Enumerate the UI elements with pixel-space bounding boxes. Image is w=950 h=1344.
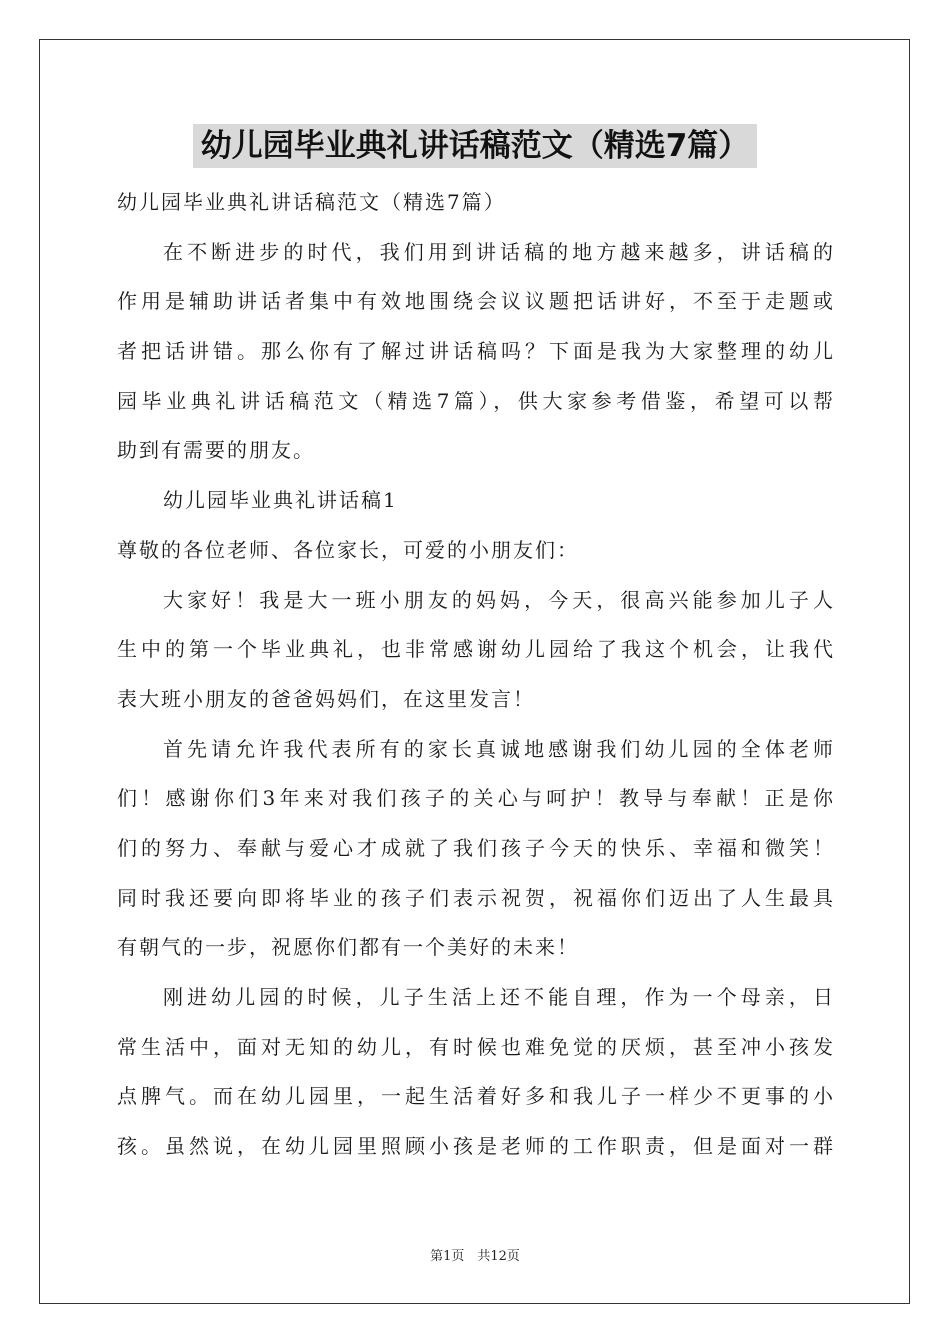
page-footer: [0, 1245, 950, 1264]
text-line: 大家好！我是大一班小朋友的妈妈，今天，很高兴能参加儿子人: [163, 587, 833, 612]
text-line: 者把话讲错。那么你有了解过讲话稿吗？下面是我为大家整理的幼儿: [117, 339, 833, 364]
text-line: 生中的第一个毕业典礼，也非常感谢幼儿园给了我这个机会，让我代: [117, 637, 833, 662]
text-line: 幼儿园毕业典礼讲话稿范文（精选7篇）: [117, 190, 506, 214]
text-line: 尊敬的各位老师、各位家长，可爱的小朋友们：: [117, 537, 579, 562]
text-line: 孩。虽然说，在幼儿园里照顾小孩是老师的工作职责，但是面对一群: [117, 1134, 833, 1159]
text-line: 有朝气的一步，祝愿你们都有一个美好的未来！: [117, 935, 579, 960]
text-line: 作用是辅助讲话者集中有效地围绕会议议题把话讲好，不至于走题或: [117, 289, 833, 314]
text-line: 首先请允许我代表所有的家长真诚地感谢我们幼儿园的全体老师: [163, 736, 833, 761]
text-line: 助到有需要的朋友。: [117, 438, 315, 463]
page-number: 第1页 共12页: [430, 1249, 520, 1264]
document-title: 幼儿园毕业典礼讲话稿范文（精选7篇）: [193, 124, 758, 168]
text-line: 表大班小朋友的爸爸妈妈们，在这里发言！: [117, 686, 535, 711]
document-body: [117, 178, 833, 1172]
text-line: 在不断进步的时代，我们用到讲话稿的地方越来越多，讲话稿的: [163, 239, 833, 264]
text-line: 们！感谢你们3年来对我们孩子的关心与呵护！教导与奉献！正是你: [117, 786, 833, 811]
text-line: 园毕业典礼讲话稿范文（精选7篇），供大家参考借鉴，希望可以帮: [117, 388, 833, 413]
text-line: 同时我还要向即将毕业的孩子们表示祝贺，祝福你们迈出了人生最具: [117, 885, 833, 910]
text-line: 常生活中，面对无知的幼儿，有时候也难免觉的厌烦，甚至冲小孩发: [117, 1034, 833, 1059]
text-line: 点脾气。而在幼儿园里，一起生活着好多和我儿子一样少不更事的小: [117, 1084, 833, 1109]
text-line: 幼儿园毕业典礼讲话稿1: [163, 488, 398, 513]
text-line: 们的努力、奉献与爱心才成就了我们孩子今天的快乐、幸福和微笑！: [117, 835, 833, 860]
text-line: 刚进幼儿园的时候，儿子生活上还不能自理，作为一个母亲，日: [163, 985, 833, 1009]
title-container: [0, 124, 950, 168]
